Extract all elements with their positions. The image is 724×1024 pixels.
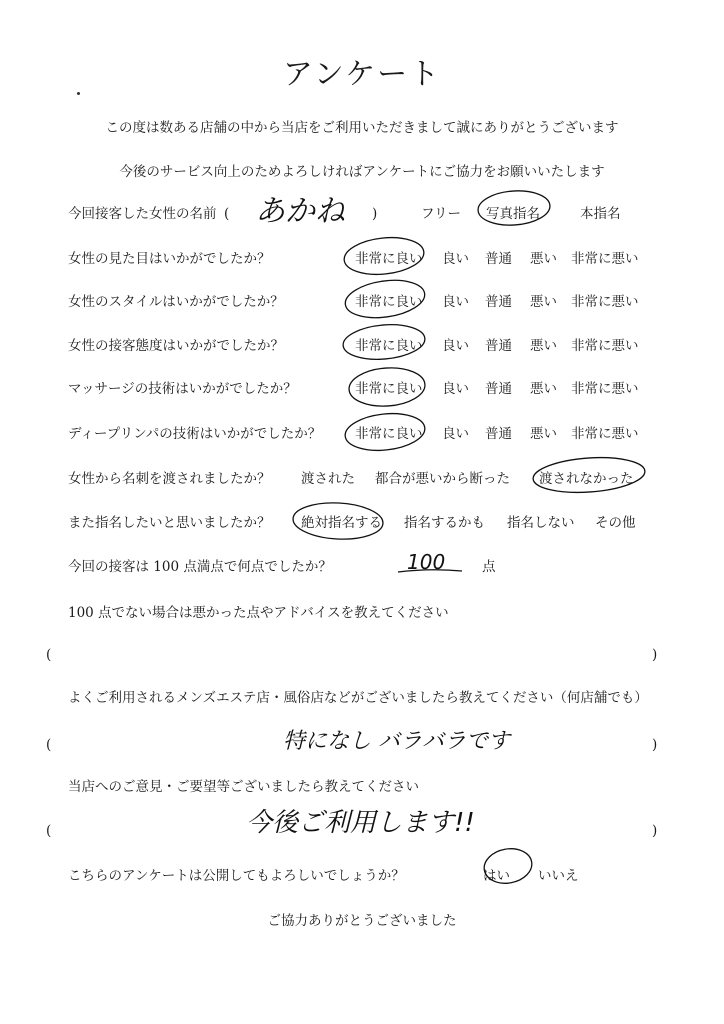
comments-close-paren: )	[652, 823, 658, 839]
not-100-question: 100 点でない場合は悪かった点やアドバイスを教えてください	[68, 605, 449, 621]
rating-option-bad: 悪い	[530, 426, 557, 442]
stray-dot	[77, 92, 80, 95]
rating-option-good: 良い	[442, 338, 469, 354]
option-free: フリー	[421, 206, 461, 222]
option-no: 指名しない	[507, 515, 575, 531]
rating-option-very-good: 非常に良い	[355, 426, 423, 442]
rating-question-appearance: 女性の見た目はいかがでしたか？	[68, 251, 271, 267]
comments-question: 当店へのご意見・ご要望等ございましたら教えてください	[68, 779, 419, 795]
rating-option-very-bad: 非常に悪い	[571, 294, 639, 310]
option-received: 渡された	[301, 471, 355, 487]
rating-option-very-good: 非常に良い	[355, 381, 423, 397]
option-not-received: 渡されなかった	[539, 471, 634, 487]
not-100-open-paren: (	[46, 647, 52, 663]
rating-option-very-good: 非常に良い	[355, 338, 423, 354]
intro-line-1: この度は数ある店舗の中から当店をご利用いただきまして誠にありがとうございます	[105, 120, 619, 136]
other-shops-question: よくご利用されるメンズエステ店・風俗店などがございましたら教えてください（何店舗でも）	[68, 690, 648, 706]
rating-option-average: 普通	[485, 426, 512, 442]
rating-option-good: 良い	[442, 381, 469, 397]
rebook-question: また指名したいと思いましたか？	[68, 515, 271, 531]
option-declined: 都合が悪いから断った	[375, 471, 510, 487]
rating-option-bad: 悪い	[530, 251, 557, 267]
rating-question-massage: マッサージの技術はいかがでしたか？	[68, 381, 297, 397]
option-photo-nomination: 写真指名	[486, 206, 540, 222]
name-open-paren: (	[224, 206, 230, 222]
option-yes: はい	[483, 868, 510, 884]
intro-line-2: 今後のサービス向上のためよろしければアンケートにご協力をお願いいたします	[119, 164, 605, 180]
rating-option-very-bad: 非常に悪い	[571, 338, 639, 354]
option-other: その他	[595, 515, 636, 531]
rating-option-bad: 悪い	[530, 338, 557, 354]
rating-question-attitude: 女性の接客態度はいかがでしたか？	[68, 338, 284, 354]
rating-option-average: 普通	[485, 251, 512, 267]
rating-option-very-bad: 非常に悪い	[571, 381, 639, 397]
closing-text: ご協力ありがとうございました	[267, 913, 457, 929]
option-maybe: 指名するかも	[404, 515, 485, 531]
score-unit: 点	[482, 559, 496, 575]
name-answer: あかね	[255, 194, 345, 229]
rating-option-very-good: 非常に良い	[355, 251, 423, 267]
other-shops-open-paren: (	[46, 737, 52, 753]
comments-open-paren: (	[46, 823, 52, 839]
score-answer: 100	[407, 550, 446, 574]
name-close-paren: )	[372, 206, 378, 222]
rating-option-bad: 悪い	[530, 294, 557, 310]
rating-option-average: 普通	[485, 381, 512, 397]
score-question: 今回の接客は 100 点満点で何点でしたか？	[68, 559, 332, 575]
rating-option-good: 良い	[442, 294, 469, 310]
other-shops-answer: 特になし バラバラです	[283, 729, 510, 754]
not-100-close-paren: )	[652, 647, 658, 663]
rating-option-very-good: 非常に良い	[355, 294, 423, 310]
rating-option-good: 良い	[442, 251, 469, 267]
option-no: いいえ	[538, 868, 579, 884]
business-card-question: 女性から名刺を渡されましたか？	[68, 471, 271, 487]
page-title: アンケート	[282, 57, 442, 92]
option-regular-nomination: 本指名	[580, 206, 621, 222]
rating-option-very-bad: 非常に悪い	[571, 426, 639, 442]
rating-option-average: 普通	[485, 338, 512, 354]
rating-option-bad: 悪い	[530, 381, 557, 397]
name-question: 今回接客した女性の名前	[68, 206, 217, 222]
publish-question: こちらのアンケートは公開してもよろしいでしょうか？	[68, 868, 405, 884]
rating-option-very-bad: 非常に悪い	[571, 251, 639, 267]
rating-question-style: 女性のスタイルはいかがでしたか？	[68, 294, 284, 310]
option-definitely: 絶対指名する	[301, 515, 382, 531]
comments-answer: 今後ご利用します!!	[246, 808, 475, 838]
rating-option-good: 良い	[442, 426, 469, 442]
other-shops-close-paren: )	[652, 737, 658, 753]
rating-question-lymph: ディープリンパの技術はいかがでしたか？	[68, 426, 322, 442]
rating-option-average: 普通	[485, 294, 512, 310]
